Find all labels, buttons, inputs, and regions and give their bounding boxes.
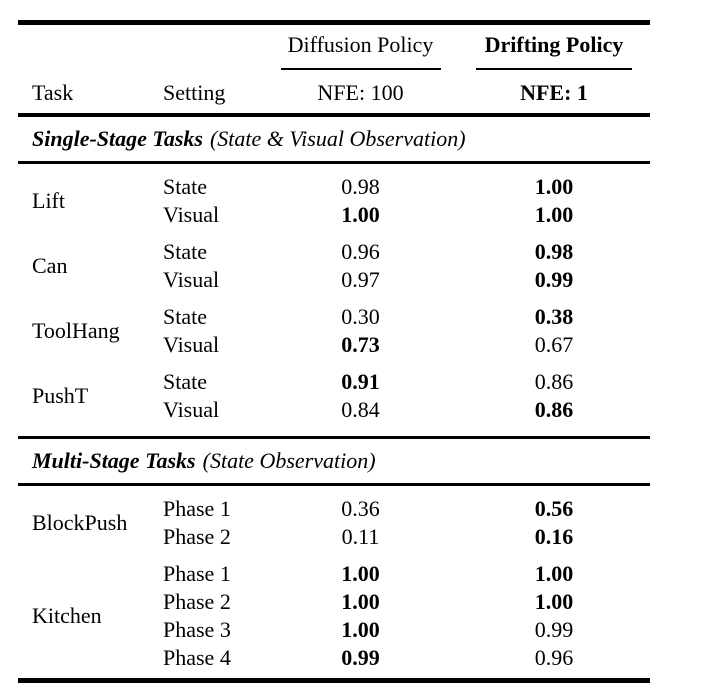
empty-cell <box>163 65 263 73</box>
cmidrule-row <box>18 65 650 73</box>
setting-cell: Phase 1 <box>163 561 231 586</box>
diffusion-value-cell: 1.00 <box>341 589 380 614</box>
column-header-task: Task <box>32 80 74 105</box>
section-multi-stage <box>18 439 650 483</box>
setting-cell: State <box>163 174 207 199</box>
row-can-state <box>18 229 650 266</box>
diffusion-underline-divider <box>281 68 441 70</box>
cmidrule-cell <box>458 65 650 73</box>
cmidrule-cell <box>263 65 458 73</box>
bottomrule-divider <box>18 678 650 683</box>
row-blockpush-phase1 <box>18 486 650 523</box>
drifting-value-cell: 0.16 <box>534 524 574 549</box>
setting-cell: Phase 2 <box>163 524 231 549</box>
setting-cell: Phase 4 <box>163 645 231 670</box>
setting-cell: Phase 1 <box>163 496 231 521</box>
section-title: Multi-Stage Tasks <box>32 448 196 473</box>
diffusion-value-cell: 1.00 <box>341 617 380 642</box>
setting-cell: Phase 3 <box>163 617 231 642</box>
diffusion-value-cell: 0.99 <box>341 645 380 670</box>
section-subtitle: (State Observation) <box>202 448 376 473</box>
empty-cell <box>18 25 163 65</box>
setting-cell: State <box>163 369 207 394</box>
drifting-value-cell: 0.98 <box>534 239 574 264</box>
section-rule-row <box>18 424 650 439</box>
diffusion-value-cell: 0.30 <box>341 304 380 329</box>
row-lift-state <box>18 164 650 201</box>
empty-cell <box>18 65 163 73</box>
section-title: Single-Stage Tasks <box>32 126 203 151</box>
column-header-setting: Setting <box>163 80 226 105</box>
column-header-diffusion-policy <box>263 25 458 65</box>
setting-cell: Phase 2 <box>163 589 231 614</box>
drifting-policy-title: Drifting Policy <box>484 32 624 57</box>
empty-cell <box>163 25 263 65</box>
drifting-value-cell: 0.38 <box>534 304 574 329</box>
diffusion-value-cell: 0.84 <box>341 397 380 422</box>
diffusion-value-cell: 0.98 <box>341 174 380 199</box>
drifting-value-cell: 0.86 <box>534 397 574 422</box>
drifting-value-cell: 1.00 <box>534 589 574 614</box>
row-kitchen-phase1 <box>18 551 650 588</box>
drifting-value-cell: 0.67 <box>534 332 574 357</box>
drifting-value-cell: 1.00 <box>534 202 574 227</box>
column-header-nfe-100: NFE: 100 <box>317 80 404 105</box>
diffusion-value-cell: 0.97 <box>341 267 380 292</box>
task-cell-kitchen: Kitchen <box>32 603 102 628</box>
column-header-drifting-policy <box>458 25 650 65</box>
setting-cell: Visual <box>163 397 220 422</box>
task-cell-pusht: PushT <box>32 383 89 408</box>
task-cell-can: Can <box>32 253 68 278</box>
diffusion-value-cell: 1.00 <box>341 561 380 586</box>
drifting-value-cell: 0.99 <box>534 617 574 642</box>
drifting-value-cell: 0.96 <box>534 645 574 670</box>
setting-cell: State <box>163 304 207 329</box>
drifting-value-cell: 1.00 <box>534 561 574 586</box>
drifting-underline-divider <box>476 68 632 70</box>
row-pusht-state <box>18 359 650 396</box>
row-toolhang-state <box>18 294 650 331</box>
column-header-nfe-1: NFE: 1 <box>520 80 588 105</box>
drifting-value-cell: 0.56 <box>534 496 574 521</box>
method-header-row <box>18 25 650 65</box>
diffusion-value-cell: 0.91 <box>341 369 380 394</box>
drifting-value-cell: 0.99 <box>534 267 574 292</box>
diffusion-value-cell: 0.73 <box>341 332 380 357</box>
task-cell-lift: Lift <box>32 188 65 213</box>
task-cell-blockpush: BlockPush <box>32 510 128 535</box>
diffusion-policy-title: Diffusion Policy <box>287 32 434 57</box>
setting-cell: State <box>163 239 207 264</box>
diffusion-value-cell: 0.36 <box>341 496 380 521</box>
results-table <box>18 20 650 683</box>
diffusion-value-cell: 0.11 <box>341 524 380 549</box>
subheader-row <box>18 73 650 113</box>
section-subtitle: (State & Visual Observation) <box>209 126 466 151</box>
section-single-stage <box>18 117 650 161</box>
setting-cell: Visual <box>163 332 220 357</box>
diffusion-value-cell: 1.00 <box>341 202 380 227</box>
diffusion-value-cell: 0.96 <box>341 239 380 264</box>
drifting-value-cell: 1.00 <box>534 174 574 199</box>
drifting-value-cell: 0.86 <box>534 369 574 394</box>
setting-cell: Visual <box>163 202 220 227</box>
results-table-wrapper <box>18 20 650 683</box>
setting-cell: Visual <box>163 267 220 292</box>
bottomrule-row <box>18 672 650 683</box>
task-cell-toolhang: ToolHang <box>32 318 120 343</box>
